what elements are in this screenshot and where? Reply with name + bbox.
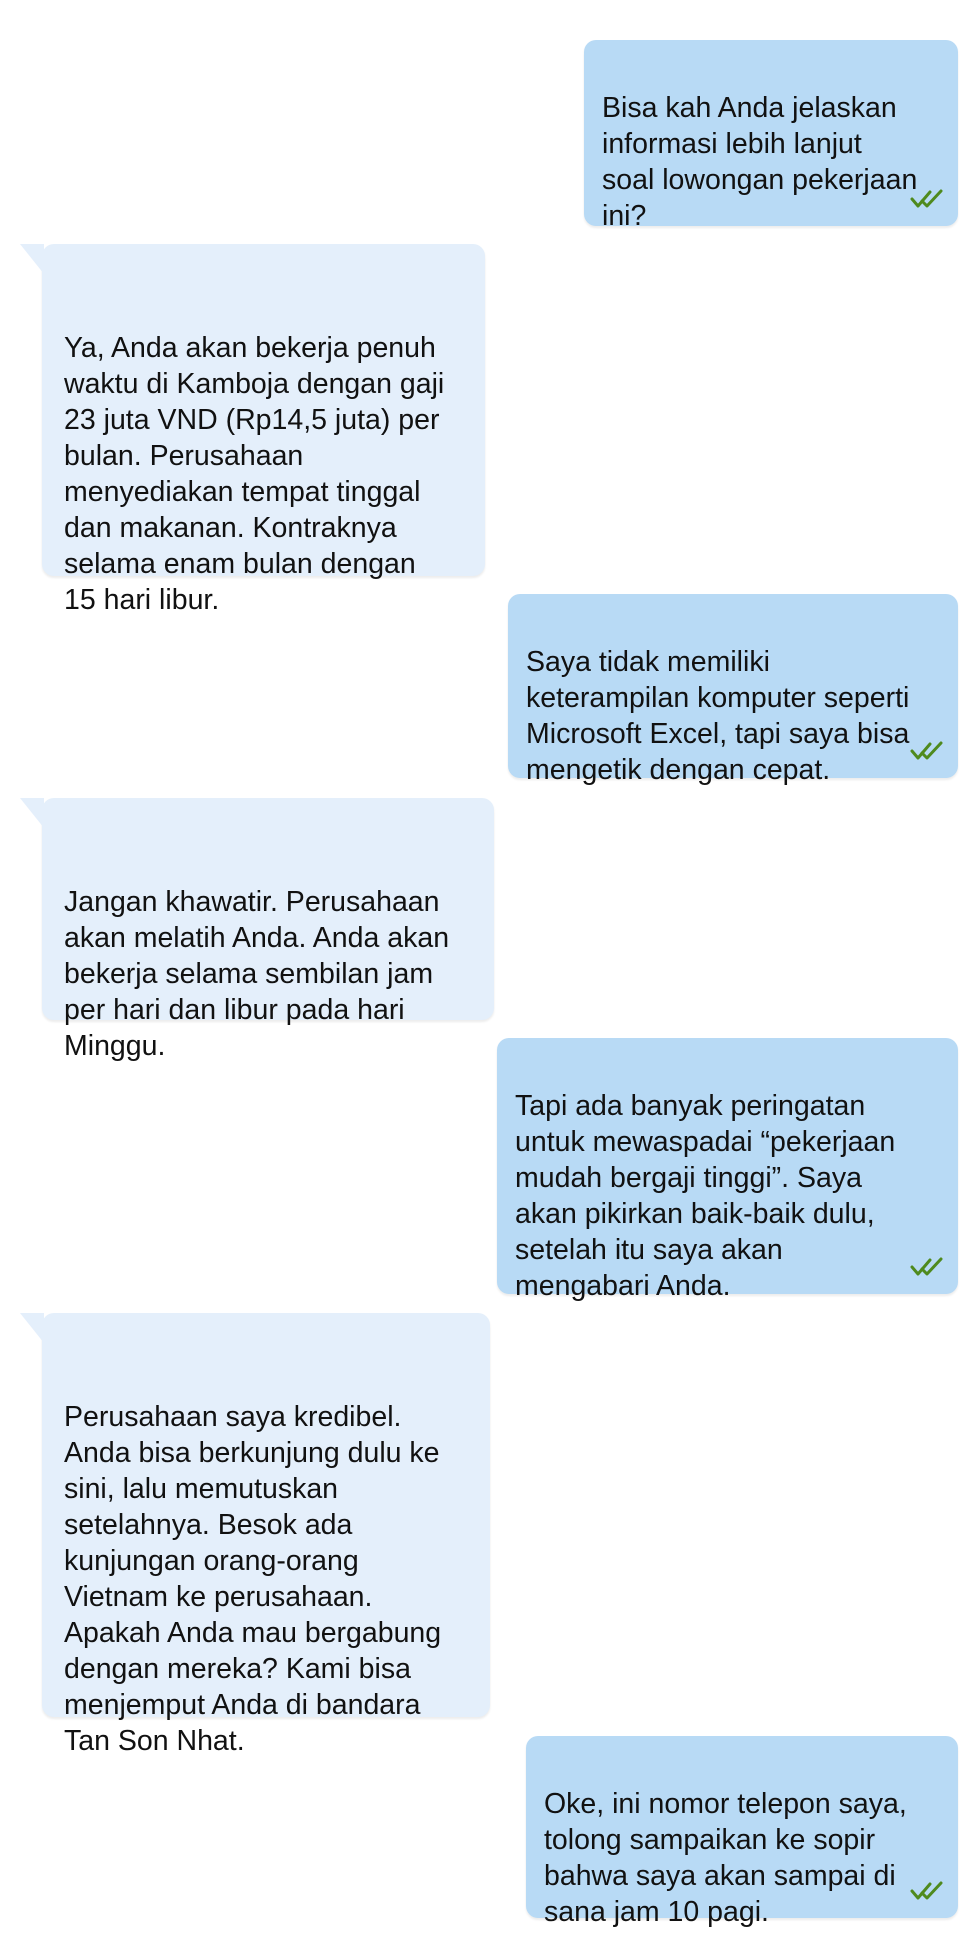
message-text: Jangan khawatir. Perusahaan akan melatih Anda. Anda akan bekerja selama sembilan jam per hari dan libur pada hari Minggu.: [64, 886, 450, 1062]
double-check-icon: [910, 188, 944, 210]
message-text: Perusahaan saya kredibel. Anda bisa berkunjung dulu ke sini, lalu memutuskan setelahnya. Besok ada kunjungan orang-orang Vietnam ke perusahaan. Apakah Anda mau bergabung dengan mereka? Kami bisa menjemput Anda di bandara Tan Son Nhat.: [64, 1401, 442, 1757]
message-bubble-outgoing[interactable]: [497, 1038, 958, 1302]
message-text: Tapi ada banyak peringatan untuk mewaspadai “pekerjaan mudah bergaji tinggi”. Saya akan pikirkan baik-baik dulu, setelah itu saya akan mengabari Anda.: [515, 1090, 896, 1302]
message-text: Bisa kah Anda jelaskan informasi lebih lanjut soal lowongan pekerjaan ini?: [602, 92, 918, 232]
bubble-tail: [20, 798, 44, 828]
double-check-icon: [910, 740, 944, 762]
message-text: Ya, Anda akan bekerja penuh waktu di Kamboja dengan gaji 23 juta VND (Rp14,5 juta) per bulan. Perusahaan menyediakan tempat tinggal dan makanan. Kontraknya selama enam bulan dengan 15 hari libur.: [64, 332, 445, 616]
double-check-icon: [910, 1256, 944, 1278]
bubble-tail: [20, 1313, 44, 1343]
message-bubble-incoming[interactable]: [42, 1313, 490, 1757]
message-bubble-incoming[interactable]: [42, 244, 485, 616]
message-bubble-outgoing[interactable]: [526, 1736, 958, 1928]
bubble-tail: [20, 244, 44, 274]
message-text: Saya tidak memiliki keterampilan komputer seperti Microsoft Excel, tapi saya bisa mengetik dengan cepat.: [526, 646, 910, 786]
message-text: Oke, ini nomor telepon saya, tolong sampaikan ke sopir bahwa saya akan sampai di sana jam 10 pagi.: [544, 1788, 907, 1928]
message-bubble-outgoing[interactable]: [584, 40, 958, 232]
double-check-icon: [910, 1880, 944, 1902]
message-bubble-incoming[interactable]: [42, 798, 494, 1062]
message-bubble-outgoing[interactable]: [508, 594, 958, 786]
